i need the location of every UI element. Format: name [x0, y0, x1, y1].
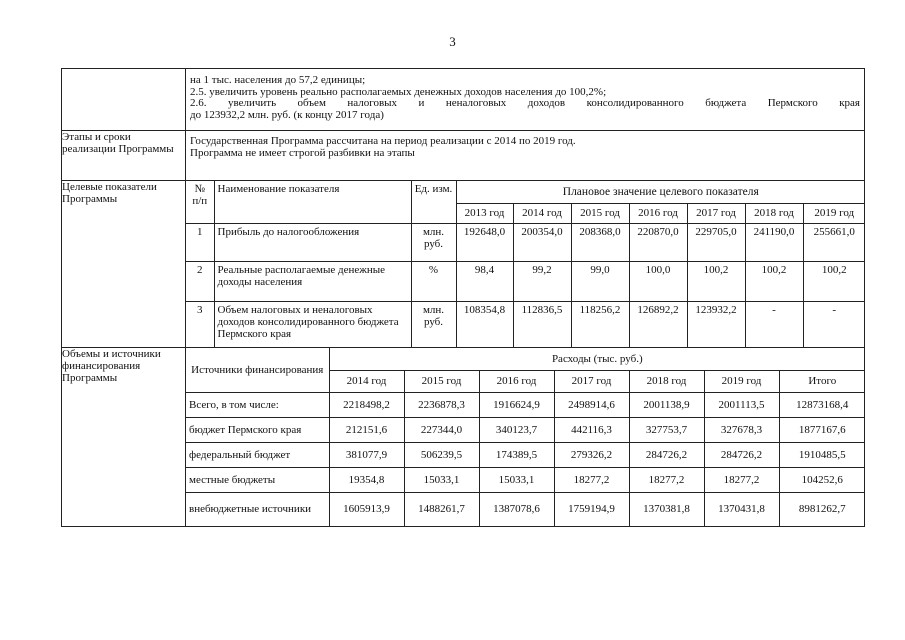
row-value: 99,0: [571, 261, 629, 301]
row-value: 1387078,6: [479, 492, 554, 526]
row-value: 1877167,6: [779, 417, 865, 442]
targets-table-cell: [186, 181, 865, 348]
table-row: [186, 492, 865, 526]
passport-table: [61, 68, 865, 527]
source-name: федеральный бюджет: [186, 442, 329, 467]
row-value: 442116,3: [554, 417, 629, 442]
year-header: 2014 год: [329, 370, 404, 392]
stages-row: [62, 131, 865, 181]
goal-line: 2.6. увеличить объем налоговых и неналоговых доходов консолидированного бюджета Пермского края: [190, 97, 860, 109]
table-row: [186, 392, 865, 417]
row-value: 229705,0: [687, 223, 745, 261]
year-header: 2019 год: [704, 370, 779, 392]
table-row: [186, 442, 865, 467]
row-value: 19354,8: [329, 467, 404, 492]
row-value: 2498914,6: [554, 392, 629, 417]
row-value: 506239,5: [404, 442, 479, 467]
row-value: 2001138,9: [629, 392, 704, 417]
goals-label-cell: [62, 69, 186, 131]
table-row: [186, 301, 865, 347]
year-header: 2016 год: [629, 203, 687, 223]
row-value: 284726,2: [629, 442, 704, 467]
row-value: -: [745, 301, 803, 347]
row-value: 340123,7: [479, 417, 554, 442]
row-no: 3: [186, 301, 214, 347]
row-value: 1605913,9: [329, 492, 404, 526]
stages-label: Этапы и сроки реализации Программы: [62, 131, 186, 181]
col-unit-header: Ед. изм.: [411, 181, 456, 223]
targets-label: Целевые показатели Программы: [62, 181, 186, 348]
year-header: 2016 год: [479, 370, 554, 392]
row-value: 241190,0: [745, 223, 803, 261]
row-no: 1: [186, 223, 214, 261]
row-value: 1910485,5: [779, 442, 865, 467]
financing-label: Объемы и источники финансирования Программы: [62, 348, 186, 527]
row-unit: млн. руб.: [411, 223, 456, 261]
source-name: бюджет Пермского края: [186, 417, 329, 442]
row-unit: %: [411, 261, 456, 301]
col-expenses-header: Расходы (тыс. руб.): [329, 348, 865, 370]
goal-line: на 1 тыс. населения до 57,2 единицы;: [190, 74, 366, 86]
page-number: 3: [449, 34, 456, 49]
table-row: [186, 261, 865, 301]
row-value: 1370431,8: [704, 492, 779, 526]
row-value: 284726,2: [704, 442, 779, 467]
goal-line: до 123932,2 млн. руб. (к концу 2017 года): [190, 108, 384, 121]
targets-table: [186, 181, 865, 347]
row-value: 381077,9: [329, 442, 404, 467]
year-header: 2017 год: [554, 370, 629, 392]
year-header: 2014 год: [513, 203, 571, 223]
row-value: 327678,3: [704, 417, 779, 442]
year-header: 2015 год: [404, 370, 479, 392]
row-value: 2236878,3: [404, 392, 479, 417]
row-value: 126892,2: [629, 301, 687, 347]
stages-line: Программа не имеет строгой разбивки на этапы: [190, 146, 415, 159]
row-value: 1370381,8: [629, 492, 704, 526]
row-value: 1759194,9: [554, 492, 629, 526]
row-value: 112836,5: [513, 301, 571, 347]
year-header: 2019 год: [803, 203, 865, 223]
financing-table: [186, 348, 865, 526]
col-source-header: Источники финансирования: [186, 348, 329, 392]
stages-line: Государственная Программа рассчитана на период реализации с 2014 по 2019 год.: [190, 135, 576, 147]
row-value: 100,2: [745, 261, 803, 301]
row-value: 99,2: [513, 261, 571, 301]
row-value: 108354,8: [456, 301, 513, 347]
row-value: 123932,2: [687, 301, 745, 347]
goals-row: [62, 69, 865, 131]
year-header: 2017 год: [687, 203, 745, 223]
table-row: [186, 467, 865, 492]
row-value: 208368,0: [571, 223, 629, 261]
row-name: Объем налоговых и неналоговых доходов консолидированного бюджета Пермского края: [214, 301, 411, 347]
row-value: 18277,2: [554, 467, 629, 492]
row-name: Прибыль до налогообложения: [214, 223, 411, 261]
row-value: 12873168,4: [779, 392, 865, 417]
row-value: 15033,1: [479, 467, 554, 492]
row-value: 1488261,7: [404, 492, 479, 526]
row-value: 192648,0: [456, 223, 513, 261]
row-value: 2218498,2: [329, 392, 404, 417]
row-value: 220870,0: [629, 223, 687, 261]
row-unit: млн. руб.: [411, 301, 456, 347]
row-value: 118256,2: [571, 301, 629, 347]
table-row: [186, 417, 865, 442]
row-value: 100,2: [687, 261, 745, 301]
row-value: 98,4: [456, 261, 513, 301]
row-value: 174389,5: [479, 442, 554, 467]
year-header: 2018 год: [629, 370, 704, 392]
row-value: 18277,2: [629, 467, 704, 492]
row-value: 2001113,5: [704, 392, 779, 417]
year-header: 2018 год: [745, 203, 803, 223]
row-value: 15033,1: [404, 467, 479, 492]
row-value: -: [803, 301, 865, 347]
row-no: 2: [186, 261, 214, 301]
col-no-header: № п/п: [186, 181, 214, 223]
source-name: внебюджетные источники: [186, 492, 329, 526]
goal-line: 2.5. увеличить уровень реально располагаемых денежных доходов населения до 100,2%;: [190, 85, 607, 98]
source-name: местные бюджеты: [186, 467, 329, 492]
stages-text-cell: [186, 131, 865, 181]
financing-row: [62, 348, 865, 527]
goals-text-cell: [186, 69, 865, 131]
table-row: [186, 223, 865, 261]
row-value: 327753,7: [629, 417, 704, 442]
financing-table-cell: [186, 348, 865, 527]
col-plan-header: Плановое значение целевого показателя: [456, 181, 865, 203]
total-header: Итого: [779, 370, 865, 392]
row-value: 8981262,7: [779, 492, 865, 526]
row-value: 227344,0: [404, 417, 479, 442]
row-value: 255661,0: [803, 223, 865, 261]
targets-row: [62, 181, 865, 348]
row-value: 1916624,9: [479, 392, 554, 417]
year-header: 2013 год: [456, 203, 513, 223]
col-name-header: Наименование показателя: [214, 181, 411, 223]
row-value: 100,2: [803, 261, 865, 301]
row-value: 104252,6: [779, 467, 865, 492]
row-value: 18277,2: [704, 467, 779, 492]
row-value: 279326,2: [554, 442, 629, 467]
row-name: Реальные располагаемые денежные доходы населения: [214, 261, 411, 301]
row-value: 212151,6: [329, 417, 404, 442]
row-value: 200354,0: [513, 223, 571, 261]
row-value: 100,0: [629, 261, 687, 301]
source-name: Всего, в том числе:: [186, 392, 329, 417]
year-header: 2015 год: [571, 203, 629, 223]
